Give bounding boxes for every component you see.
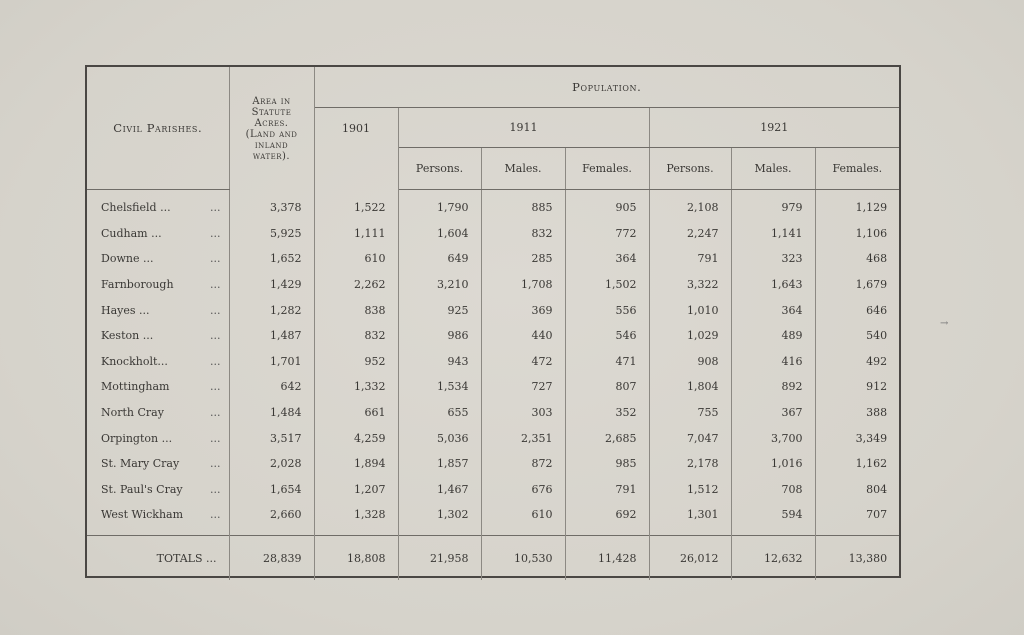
males-1911-cell: 369 [481, 297, 565, 323]
males-1911-cell: 472 [481, 349, 565, 375]
persons-1921-cell: 1,804 [649, 374, 731, 400]
males-1921-cell: 3,700 [731, 425, 815, 451]
males-1921-cell: 892 [731, 374, 815, 400]
males-label: Males. [504, 161, 542, 175]
leader-dots: ... [210, 303, 221, 317]
persons-1911-cell: 925 [398, 297, 481, 323]
persons-1921-cell: 908 [649, 349, 731, 375]
totals-persons-1911: 21,958 [398, 536, 481, 581]
persons-1901-cell: 2,262 [314, 272, 398, 298]
parish-name-cell [87, 195, 229, 221]
females-1911-cell: 692 [565, 502, 649, 528]
census-population-table [87, 67, 899, 580]
females-1921-cell: 646 [866, 303, 888, 317]
males-1921-cell: 367 [731, 400, 815, 426]
females-1921-cell: 804 [866, 482, 888, 496]
table-row [87, 502, 899, 528]
leader-dots: ... [210, 431, 221, 445]
area-cell: 1,282 [229, 297, 314, 323]
area-cell: 1,429 [229, 272, 314, 298]
persons-1921-cell: 2,247 [649, 221, 731, 247]
persons-1911-cell: 1,604 [398, 221, 481, 247]
leader-dots: ... [210, 482, 221, 496]
parish-name-cell [87, 477, 229, 503]
parish-name-cell [87, 246, 229, 272]
females-1921-cell: 388 [866, 406, 888, 420]
females-1911-cell: 772 [565, 221, 649, 247]
table-row [87, 221, 899, 247]
males-label: Males. [754, 161, 792, 175]
females-label: Females. [832, 161, 883, 175]
males-1921-cell: 594 [731, 502, 815, 528]
males-1921-cell: 1,141 [731, 221, 815, 247]
year-1911-label: 1911 [509, 120, 538, 134]
persons-1911-cell: 3,210 [398, 272, 481, 298]
females-1921-cell: 492 [866, 354, 888, 368]
margin-mark: → [940, 318, 949, 329]
males-1921-header [731, 147, 815, 189]
area-header-line: Area in [252, 96, 291, 107]
persons-1911-cell: 649 [398, 246, 481, 272]
area-cell: 642 [229, 374, 314, 400]
year-1901-label: 1901 [342, 121, 370, 135]
males-1911-cell: 1,708 [481, 272, 565, 298]
totals-persons-1901: 18,808 [314, 536, 398, 581]
males-1911-cell: 440 [481, 323, 565, 349]
females-1921-cell: 1,129 [855, 201, 888, 215]
persons-1921-cell: 1,512 [649, 477, 731, 503]
males-1921-cell: 979 [731, 195, 815, 221]
males-1921-cell: 323 [731, 246, 815, 272]
persons-1901-cell: 1,332 [314, 374, 398, 400]
year-1911-header [398, 107, 649, 147]
totals-males-1911: 10,530 [481, 536, 565, 581]
parish-name-cell [87, 374, 229, 400]
persons-1911-header [398, 147, 481, 189]
area-header [229, 67, 314, 189]
persons-1921-cell: 2,178 [649, 451, 731, 477]
area-cell: 1,484 [229, 400, 314, 426]
males-1911-cell: 303 [481, 400, 565, 426]
parish-name: St. Paul's Cray [101, 482, 183, 496]
leader-dots: ... [210, 380, 221, 394]
males-1911-cell: 872 [481, 451, 565, 477]
females-1921-cell: 707 [866, 508, 888, 522]
persons-1921-cell: 755 [649, 400, 731, 426]
table-row [87, 349, 899, 375]
parish-name-cell [87, 323, 229, 349]
females-1911-cell: 364 [565, 246, 649, 272]
persons-label: Persons. [415, 161, 464, 175]
civil-parishes-header-label: Civil Parishes. [113, 120, 203, 135]
parish-name-cell [87, 349, 229, 375]
persons-1901-cell: 1,522 [314, 195, 398, 221]
males-1911-cell: 610 [481, 502, 565, 528]
area-header-line: Acres. [254, 118, 289, 129]
parish-name: Cudham ... [101, 226, 162, 240]
totals-persons-1921: 26,012 [649, 536, 731, 581]
table-row [87, 451, 899, 477]
area-cell: 3,517 [229, 425, 314, 451]
persons-1921-cell: 791 [649, 246, 731, 272]
females-1921-cell: 540 [866, 329, 888, 343]
area-cell: 3,378 [229, 195, 314, 221]
females-1921-cell: 1,679 [855, 278, 888, 292]
persons-1921-cell: 1,029 [649, 323, 731, 349]
leader-dots: ... [210, 406, 221, 420]
leader-dots: ... [210, 329, 221, 343]
table-row [87, 400, 899, 426]
parish-name-cell [87, 297, 229, 323]
females-1911-header [565, 147, 649, 189]
totals-females-1921: 13,380 [815, 536, 899, 581]
parish-name: Chelsfield ... [101, 201, 171, 215]
females-1911-cell: 352 [565, 400, 649, 426]
parish-name: Downe ... [101, 252, 154, 266]
parish-name: Knockholt... [101, 354, 168, 368]
year-1901-header [314, 107, 398, 189]
leader-dots: ... [210, 457, 221, 471]
persons-1911-cell: 1,534 [398, 374, 481, 400]
persons-label: Persons. [666, 161, 714, 175]
population-header [314, 67, 899, 107]
parish-name: Hayes ... [101, 303, 150, 317]
leader-dots: ... [210, 201, 221, 215]
males-1911-cell: 2,351 [481, 425, 565, 451]
leader-dots: ... [210, 226, 221, 240]
totals-females-1911: 11,428 [565, 536, 649, 581]
parish-name-cell [87, 451, 229, 477]
year-1921-label: 1921 [760, 120, 789, 134]
table-row [87, 323, 899, 349]
parish-name-cell [87, 425, 229, 451]
area-cell: 5,925 [229, 221, 314, 247]
females-1921-header [815, 147, 899, 189]
parish-name-cell [87, 400, 229, 426]
persons-1911-cell: 1,857 [398, 451, 481, 477]
totals-males-1921: 12,632 [731, 536, 815, 581]
area-cell: 1,652 [229, 246, 314, 272]
parish-name-cell [87, 502, 229, 528]
females-1921-cell: 1,162 [855, 457, 888, 471]
females-1911-cell: 1,502 [565, 272, 649, 298]
persons-1921-cell: 1,010 [649, 297, 731, 323]
persons-1901-cell: 1,894 [314, 451, 398, 477]
area-cell: 2,028 [229, 451, 314, 477]
civil-parishes-header [87, 67, 229, 189]
males-1911-header [481, 147, 565, 189]
males-1921-cell: 489 [731, 323, 815, 349]
persons-1901-cell: 661 [314, 400, 398, 426]
area-cell: 1,487 [229, 323, 314, 349]
persons-1911-cell: 1,790 [398, 195, 481, 221]
persons-1901-cell: 4,259 [314, 425, 398, 451]
parish-name: Mottingham [101, 380, 170, 394]
males-1911-cell: 676 [481, 477, 565, 503]
females-1921-cell: 912 [866, 380, 888, 394]
table-row [87, 246, 899, 272]
persons-1921-cell: 1,301 [649, 502, 731, 528]
females-1911-cell: 791 [565, 477, 649, 503]
parish-name-cell [87, 221, 229, 247]
persons-1901-cell: 838 [314, 297, 398, 323]
persons-1911-cell: 5,036 [398, 425, 481, 451]
area-header-line: inland [254, 140, 289, 151]
persons-1901-cell: 1,111 [314, 221, 398, 247]
persons-1921-cell: 7,047 [649, 425, 731, 451]
persons-1901-cell: 952 [314, 349, 398, 375]
females-1911-cell: 546 [565, 323, 649, 349]
females-1911-cell: 556 [565, 297, 649, 323]
persons-1901-cell: 832 [314, 323, 398, 349]
females-1921-cell: 3,349 [855, 431, 888, 445]
males-1921-cell: 1,643 [731, 272, 815, 298]
parish-name: Keston ... [101, 329, 154, 343]
males-1921-cell: 1,016 [731, 451, 815, 477]
females-1911-cell: 2,685 [565, 425, 649, 451]
males-1911-cell: 832 [481, 221, 565, 247]
parish-name: Orpington ... [101, 431, 173, 445]
females-label: Females. [582, 161, 632, 175]
area-cell: 1,654 [229, 477, 314, 503]
persons-1911-cell: 655 [398, 400, 481, 426]
males-1911-cell: 885 [481, 195, 565, 221]
table-row [87, 425, 899, 451]
parish-name: West Wickham [101, 508, 184, 522]
persons-1921-cell: 3,322 [649, 272, 731, 298]
table-row [87, 374, 899, 400]
table-row [87, 272, 899, 298]
persons-1901-cell: 1,207 [314, 477, 398, 503]
males-1911-cell: 285 [481, 246, 565, 272]
parish-name: St. Mary Cray [101, 457, 180, 471]
leader-dots: ... [210, 508, 221, 522]
females-1921-cell: 468 [866, 252, 888, 266]
population-header-label: Population. [572, 79, 642, 94]
males-1921-cell: 708 [731, 477, 815, 503]
area-header-line: Statute [251, 107, 292, 118]
persons-1901-cell: 610 [314, 246, 398, 272]
persons-1921-header [649, 147, 731, 189]
area-cell: 1,701 [229, 349, 314, 375]
persons-1901-cell: 1,328 [314, 502, 398, 528]
area-cell: 2,660 [229, 502, 314, 528]
females-1921-cell: 1,106 [855, 226, 888, 240]
persons-1911-cell: 986 [398, 323, 481, 349]
census-table-frame [85, 65, 901, 578]
table-row [87, 297, 899, 323]
table-row [87, 195, 899, 221]
totals-label: TOTALS ... [87, 536, 229, 581]
persons-1911-cell: 1,467 [398, 477, 481, 503]
area-header-line: (Land and [245, 129, 298, 140]
year-1921-header [649, 107, 899, 147]
leader-dots: ... [210, 278, 221, 292]
leader-dots: ... [210, 354, 221, 368]
persons-1921-cell: 2,108 [649, 195, 731, 221]
females-1911-cell: 905 [565, 195, 649, 221]
leader-dots: ... [210, 252, 221, 266]
persons-1911-cell: 943 [398, 349, 481, 375]
area-header-line: water). [252, 151, 291, 162]
males-1911-cell: 727 [481, 374, 565, 400]
females-1911-cell: 807 [565, 374, 649, 400]
parish-name: Farnborough [101, 278, 174, 292]
totals-row [87, 536, 899, 581]
parish-name-cell [87, 272, 229, 298]
table-row [87, 477, 899, 503]
persons-1911-cell: 1,302 [398, 502, 481, 528]
parish-name: North Cray [101, 406, 164, 420]
totals-area: 28,839 [229, 536, 314, 581]
males-1921-cell: 416 [731, 349, 815, 375]
females-1911-cell: 985 [565, 451, 649, 477]
females-1911-cell: 471 [565, 349, 649, 375]
males-1921-cell: 364 [731, 297, 815, 323]
